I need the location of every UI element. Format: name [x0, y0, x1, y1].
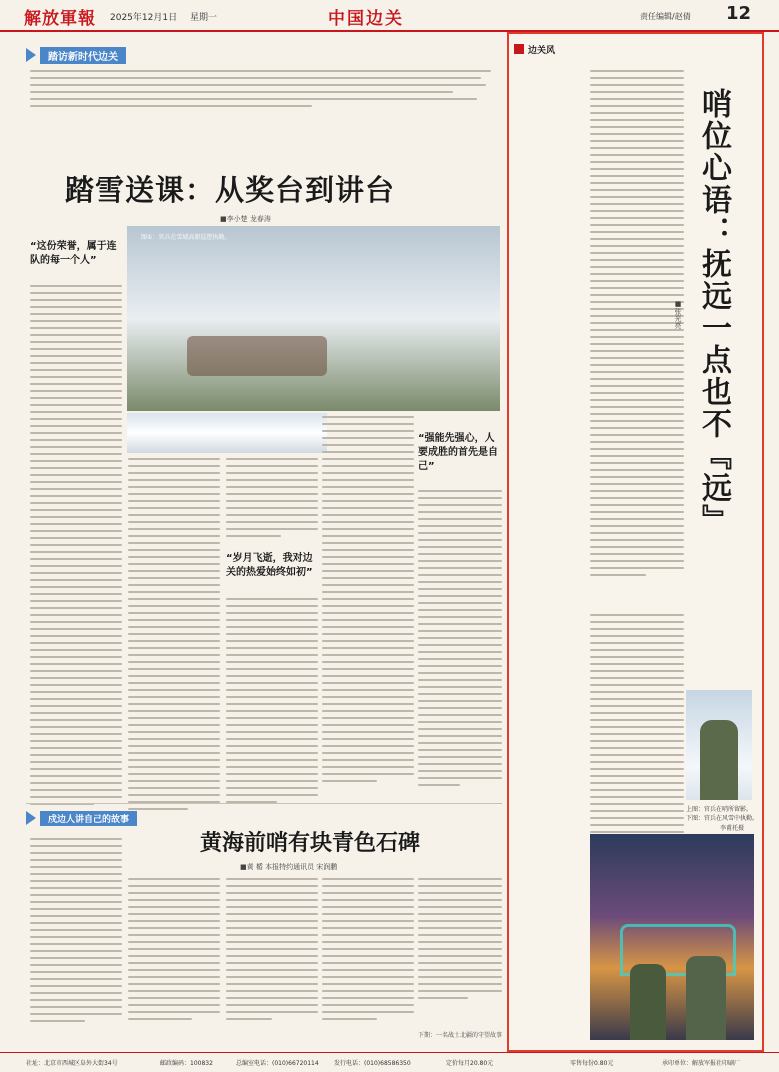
right-photo-caption-2: 下图：官兵在风雪中执勤。	[686, 815, 759, 822]
footer-price: 定价每月20.80元	[446, 1060, 494, 1067]
right-photo-caption-1: 上图：官兵在哨所留影。	[686, 806, 753, 813]
main-byline: ■李小楚 龙春涛	[220, 215, 271, 223]
right-photo-bottom	[590, 834, 754, 1040]
footer-printer: 承印单位：解放军报社印刷厂	[662, 1060, 741, 1067]
column-2-text	[128, 458, 220, 838]
section-title: 中国边关	[328, 9, 404, 29]
main-headline: 踏雪送课：从奖台到讲台	[65, 173, 396, 207]
bottom-col-2	[128, 878, 220, 1038]
bottom-col-4	[322, 878, 414, 1038]
bottom-sidebar-note: 下期：一名战士北疆的守望故事	[418, 1032, 503, 1039]
issue-date: 2025年12月1日	[110, 13, 178, 23]
right-header-label: 边关风	[528, 45, 556, 56]
bottom-col-5	[418, 878, 502, 1028]
section-divider	[26, 803, 502, 804]
footer	[0, 1052, 779, 1072]
bottom-headline: 黄海前哨有块青色石碑	[200, 830, 421, 856]
issue-weekday: 星期一	[190, 13, 218, 23]
banner-label: 踏访新时代边关	[40, 47, 126, 64]
masthead	[0, 0, 779, 32]
side-photo	[127, 413, 327, 453]
subhead-1: “这份荣誉，属于连队的每一个人”	[30, 241, 117, 266]
bottom-banner-arrow-icon	[26, 811, 36, 825]
top-left-banner	[26, 47, 276, 63]
right-col-a	[590, 70, 684, 610]
right-photo-credit: 李甫托摄	[720, 825, 745, 832]
main-photo-caption: 图①：官兵在雪域高原巡逻执勤。	[141, 234, 231, 241]
banner-arrow-icon	[26, 48, 36, 62]
page-number: 12	[726, 3, 752, 24]
footer-postcode: 邮政编码：100832	[160, 1060, 213, 1067]
right-feature-header	[514, 42, 555, 56]
top-intro-text	[30, 70, 500, 140]
header-square-icon	[514, 44, 524, 54]
right-photo-top	[686, 690, 752, 800]
bottom-col-3	[226, 878, 318, 1038]
column-1-text	[30, 285, 122, 840]
right-author: ■张光亮	[674, 300, 682, 329]
subhead-3: “强能先强心，人要成胜的首先是自己”	[418, 433, 498, 472]
footer-issue-phone: 发行电话：(010)68586350	[334, 1060, 411, 1067]
column-5-text	[418, 490, 502, 836]
footer-phone: 总编室电话：(010)66720114	[236, 1060, 319, 1067]
bottom-banner-label: 戍边人讲自己的故事	[40, 811, 137, 826]
column-3-text	[226, 458, 318, 548]
bottom-banner	[26, 810, 226, 826]
editor-credit: 责任编辑/赵倩	[640, 12, 691, 21]
column-4-text	[322, 416, 414, 836]
bottom-byline: ■黄 楯 本报特约通讯员 宋润鹏	[240, 863, 338, 871]
subhead-2: “岁月飞逝，我对边关的热爱始终如初”	[226, 553, 313, 578]
newspaper-logo: 解放軍報	[24, 9, 96, 29]
footer-retail: 零售每份0.80元	[570, 1060, 614, 1067]
column-3b-text	[226, 598, 318, 838]
footer-address: 社址：北京市西城区阜外大街34号	[26, 1060, 118, 1067]
right-vertical-headline: 哨位心语：抚远一点也不『远』	[696, 88, 731, 536]
main-photo	[127, 226, 500, 411]
bottom-col-1	[30, 838, 122, 1038]
